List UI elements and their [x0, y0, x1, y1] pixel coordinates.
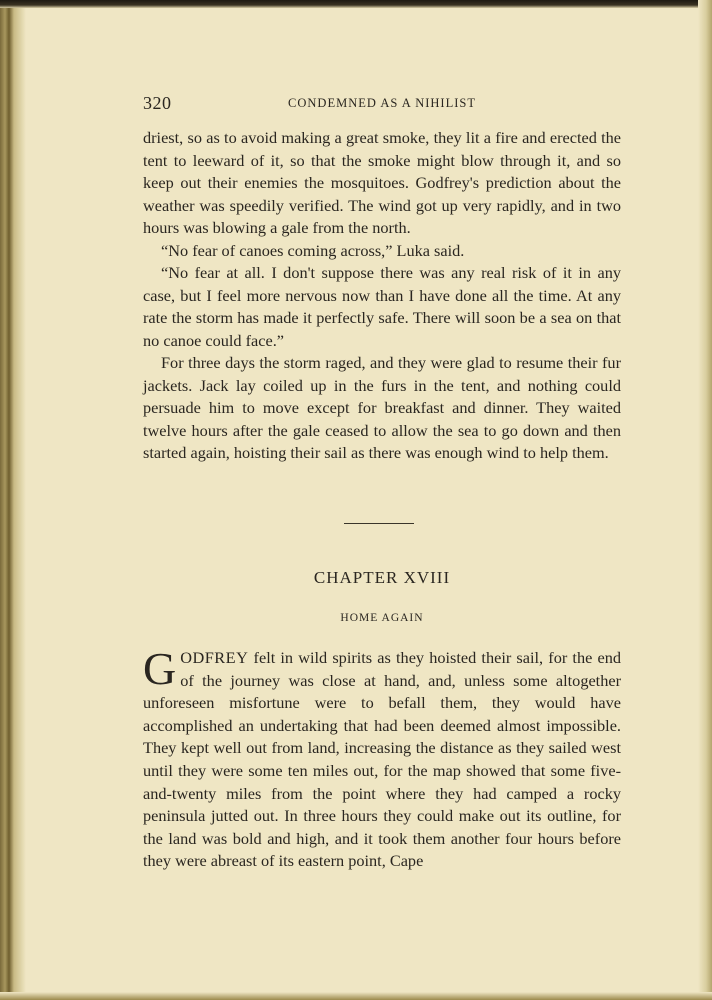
paragraph: driest, so as to avoid making a great smoke, they lit a fire and erected the tent to leeward of it, so that the smoke might blow through it, and so keep out their enemies the mosquitoes. Godfrey's prediction about the weather was speedily verified. The wind got up very rapidly, and in two hours was blowing a gale from the north. [143, 128, 621, 237]
paragraph: “No fear at all. I don't suppose there was any real risk of it in any case, but I feel more nervous now than I have done all the time. At any rate the storm has made it perfectly safe. There will soon be a sea on that no canoe could face.” [143, 263, 621, 350]
chapter-subtitle: HOME AGAIN [340, 612, 424, 624]
opening-text: felt in wild spirits as they hoisted their sail, for the end of the journey was close at hand, and, unless some altogether unforeseen misfortune were to befall them, they would have accomplished an undertaking that had been deemed almost impossible. They kept well out from land, increasing the distance as they sailed west until they were some ten miles out, for the map showed that some five-and-twenty miles from the point where they had camped a rocky peninsula jutted out. In three hours they could make out its outline, for the land was bold and high, and it took them another four hours before they were abreast of its eastern point, Cape [143, 648, 621, 871]
previous-chapter-text [143, 127, 621, 465]
page-top-edge [0, 0, 712, 8]
page-bottom-edge [0, 992, 712, 1000]
chapter-opening-paragraph [143, 643, 621, 873]
chapter-text [143, 643, 621, 873]
running-title: CONDEMNED AS A NIHILIST [288, 96, 476, 110]
paragraph: “No fear of canoes coming across,” Luka said. [161, 240, 465, 260]
opening-caps: ODFREY [180, 648, 249, 667]
drop-cap: G [143, 643, 177, 694]
section-divider [344, 523, 414, 524]
chapter-title: CHAPTER XVIII [313, 568, 451, 587]
page-right-edge [698, 0, 712, 1000]
page-number: 320 [143, 93, 172, 113]
paragraph: For three days the storm raged, and they were glad to resume their fur jackets. Jack lay coiled up in the furs in the tent, and nothing could persuade him to move except for breakfast and dinner. They waited twelve hours after the gale ceased to allow the sea to go down and then started again, hoisting their sail as there was enough wind to help them. [143, 353, 621, 462]
page-header [143, 93, 621, 113]
book-spine [0, 0, 26, 1000]
